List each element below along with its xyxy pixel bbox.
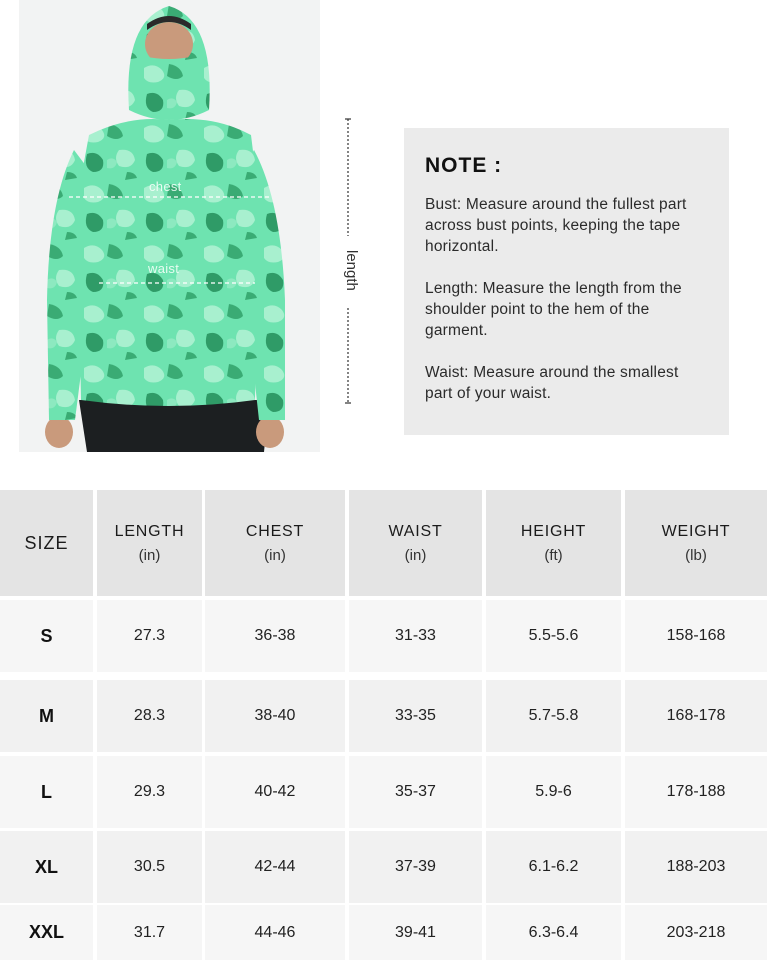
header-cell-height <box>486 490 621 596</box>
table-cell <box>205 905 345 960</box>
product-image <box>19 0 320 452</box>
table-cell <box>205 600 345 672</box>
size-cell <box>0 905 93 960</box>
size-label: XXL <box>28 922 64 942</box>
table-cell <box>97 831 202 903</box>
header-cell-length <box>97 490 202 596</box>
cell-value: 5.9-6 <box>535 783 572 800</box>
table-cell <box>625 756 767 828</box>
cell-value: 203-218 <box>666 923 726 941</box>
table-cell <box>486 831 621 903</box>
header-unit: (in) <box>264 546 286 564</box>
table-cell <box>625 600 767 672</box>
header-label: SIZE <box>24 532 69 553</box>
cell-value: 27.3 <box>133 627 166 644</box>
header-unit: (lb) <box>685 546 707 564</box>
header-label: WEIGHT <box>661 522 731 540</box>
cell-value: 6.3-6.4 <box>528 923 579 941</box>
table-cell <box>349 680 482 752</box>
cell-value: 30.5 <box>133 858 166 875</box>
note-bust: Bust: Measure around the fullest part across bust points, keeping the tape horizontal. <box>425 196 687 255</box>
header-unit: (ft) <box>544 546 563 564</box>
table-cell <box>625 905 767 960</box>
table-cell <box>486 756 621 828</box>
cell-value: 35-37 <box>395 783 436 800</box>
header-unit: (in) <box>404 546 427 564</box>
size-label: S <box>40 625 53 646</box>
cell-value: 37-39 <box>395 858 436 875</box>
table-cell <box>625 680 767 752</box>
length-label: length <box>343 250 360 291</box>
size-label: M <box>39 705 54 726</box>
table-cell <box>205 756 345 828</box>
cell-value: 158-168 <box>666 627 726 644</box>
note-box <box>404 128 729 435</box>
cell-value: 29.3 <box>133 783 166 800</box>
table-cell <box>349 905 482 960</box>
chest-label: chest <box>149 179 182 194</box>
header-cell-waist <box>349 490 482 596</box>
size-label: L <box>41 781 52 802</box>
size-cell <box>0 680 93 752</box>
cell-value: 5.5-5.6 <box>528 627 579 644</box>
table-cell <box>486 680 621 752</box>
cell-value: 42-44 <box>254 858 296 875</box>
size-cell <box>0 756 93 828</box>
note-length: Length: Measure the length from the shoulder point to the hem of the garment. <box>425 280 682 339</box>
table-cell <box>97 680 202 752</box>
cell-value: 178-188 <box>666 783 726 800</box>
cell-value: 5.7-5.8 <box>528 707 579 724</box>
cell-value: 31-33 <box>395 627 436 644</box>
cell-value: 44-46 <box>254 923 296 941</box>
cell-value: 28.3 <box>133 707 166 724</box>
header-label: CHEST <box>245 522 305 540</box>
table-cell <box>349 831 482 903</box>
header-label: LENGTH <box>114 522 185 540</box>
waist-label: waist <box>148 261 180 276</box>
table-cell <box>349 600 482 672</box>
header-unit: (in) <box>138 546 161 564</box>
cell-value: 33-35 <box>395 707 436 724</box>
table-cell <box>97 756 202 828</box>
table-cell <box>486 905 621 960</box>
hoodie-illustration <box>19 0 320 452</box>
cell-value: 40-42 <box>254 783 296 800</box>
cell-value: 36-38 <box>254 627 296 644</box>
cell-value: 188-203 <box>666 858 726 875</box>
table-cell <box>349 756 482 828</box>
table-cell <box>625 831 767 903</box>
cell-value: 31.7 <box>133 923 166 941</box>
size-cell <box>0 831 93 903</box>
note-title: NOTE : <box>425 154 503 177</box>
size-cell <box>0 600 93 672</box>
header-cell-chest <box>205 490 345 596</box>
header-cell-size <box>0 490 93 596</box>
cell-value: 168-178 <box>666 707 726 724</box>
header-label: WAIST <box>388 522 443 540</box>
size-label: XL <box>34 856 58 877</box>
table-cell <box>205 680 345 752</box>
table-cell <box>97 905 202 960</box>
cell-value: 38-40 <box>254 707 296 724</box>
note-waist: Waist: Measure around the smallest part of your waist. <box>425 364 679 402</box>
table-cell <box>97 600 202 672</box>
cell-value: 6.1-6.2 <box>528 858 579 875</box>
cell-value: 39-41 <box>395 923 436 941</box>
header-label: HEIGHT <box>520 522 587 540</box>
table-cell <box>486 600 621 672</box>
header-cell-weight <box>625 490 767 596</box>
table-cell <box>205 831 345 903</box>
